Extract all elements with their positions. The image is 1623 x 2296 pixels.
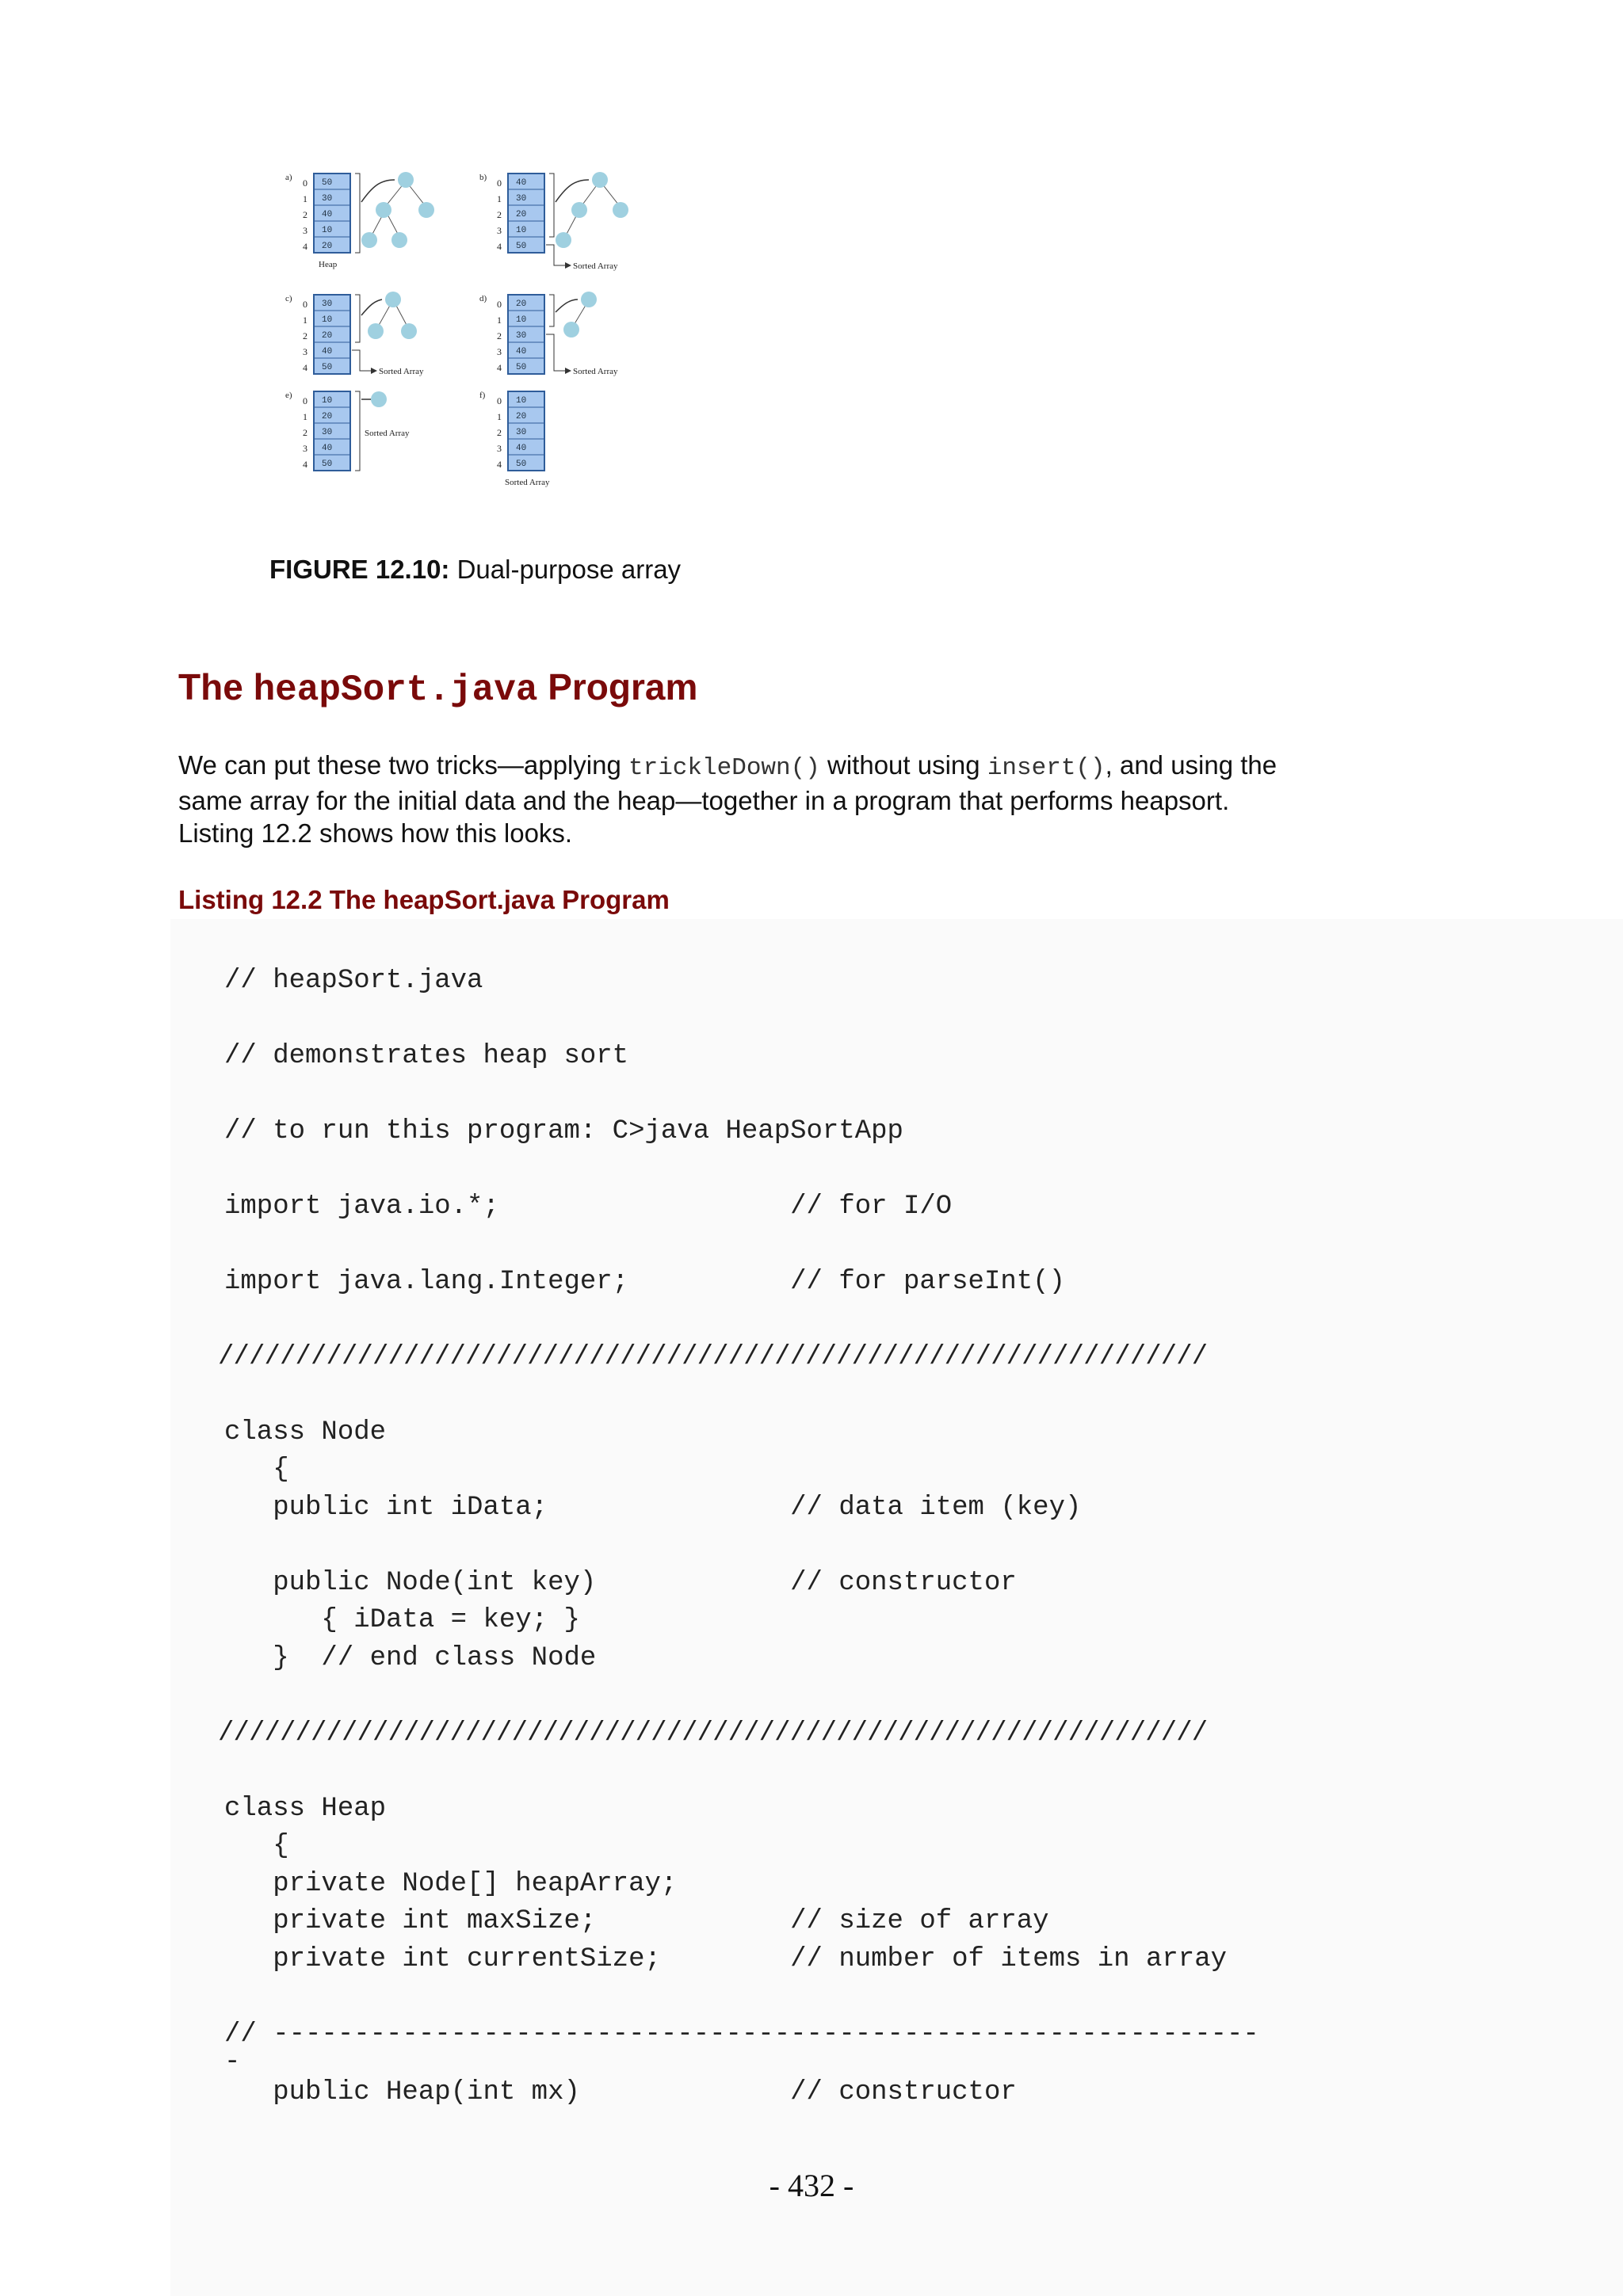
svg-text:30: 30 — [322, 428, 333, 437]
svg-text:2: 2 — [497, 209, 502, 220]
code-line: private int currentSize; // number of items in array — [224, 1944, 1228, 1974]
svg-text:1: 1 — [497, 315, 502, 326]
svg-text:50: 50 — [322, 363, 333, 372]
inline-code: insert() — [987, 754, 1106, 782]
svg-text:40: 40 — [322, 444, 333, 453]
code-line: import java.lang.Integer; // for parseInt() — [224, 1267, 1065, 1297]
svg-text:10: 10 — [516, 396, 527, 406]
body-paragraph — [178, 749, 1304, 849]
svg-text:Heap: Heap — [319, 260, 338, 269]
svg-text:20: 20 — [322, 242, 333, 251]
svg-text:2: 2 — [497, 330, 502, 341]
svg-text:1: 1 — [303, 315, 307, 326]
svg-text:50: 50 — [322, 460, 333, 469]
code-line: //////////////////////////////////////////////////////////////// — [218, 1718, 1208, 1749]
dual-purpose-array-figure — [269, 158, 666, 515]
svg-text:30: 30 — [516, 428, 527, 437]
svg-text:10: 10 — [322, 315, 333, 325]
svg-text:10: 10 — [322, 396, 333, 406]
svg-text:40: 40 — [516, 444, 527, 453]
svg-text:30: 30 — [516, 194, 527, 204]
panel-letter: a) — [285, 173, 292, 182]
code-line: public int iData; // data item (key) — [224, 1493, 1082, 1523]
code-line: { — [224, 1455, 289, 1485]
section-title — [178, 666, 697, 711]
svg-text:2: 2 — [303, 330, 307, 341]
svg-text:30: 30 — [322, 299, 333, 309]
svg-text:Sorted Array: Sorted Array — [573, 261, 618, 271]
svg-text:3: 3 — [497, 225, 502, 236]
code-line: class Node — [224, 1417, 387, 1447]
code-line: private int maxSize; // size of array — [224, 1906, 1049, 1936]
figure-caption — [269, 555, 681, 585]
code-line: // to run this program: C>java HeapSortApp — [224, 1116, 903, 1146]
svg-text:e): e) — [285, 391, 292, 400]
paragraph-text: We can put these two tricks—applying — [178, 750, 628, 780]
svg-text:0: 0 — [497, 395, 502, 406]
svg-text:3: 3 — [497, 443, 502, 454]
svg-text:10: 10 — [516, 315, 527, 325]
svg-text:Sorted Array: Sorted Array — [505, 478, 550, 487]
index-column — [497, 395, 502, 470]
code-line: public Node(int key) // constructor — [224, 1568, 1017, 1598]
svg-text:50: 50 — [516, 363, 527, 372]
svg-text:40: 40 — [516, 178, 527, 188]
svg-text:0: 0 — [303, 395, 307, 406]
svg-text:d): d) — [479, 294, 487, 303]
panel-b — [479, 172, 628, 271]
code-line: class Heap — [224, 1794, 387, 1824]
panel-d — [479, 292, 618, 376]
svg-text:20: 20 — [322, 412, 333, 421]
figure-drawing — [269, 158, 666, 515]
code-line: // ------------------------------------------------------------- — [224, 2019, 1259, 2050]
svg-text:Sorted Array: Sorted Array — [379, 367, 424, 376]
svg-text:1: 1 — [303, 411, 307, 422]
svg-text:40: 40 — [322, 210, 333, 219]
code-line: //////////////////////////////////////////////////////////////// — [218, 1342, 1208, 1372]
svg-text:50: 50 — [516, 460, 527, 469]
svg-text:20: 20 — [516, 299, 527, 309]
svg-text:0: 0 — [497, 299, 502, 310]
svg-text:30: 30 — [516, 331, 527, 341]
code-line: import java.io.*; // for I/O — [224, 1192, 953, 1222]
svg-text:c): c) — [285, 294, 292, 303]
svg-text:f): f) — [479, 391, 486, 400]
section-title-code: heapSort.java — [253, 669, 538, 711]
index-column — [497, 299, 502, 373]
paragraph-text: without using — [819, 750, 987, 780]
svg-text:2: 2 — [303, 209, 307, 220]
svg-text:b): b) — [479, 173, 487, 182]
code-line: // heapSort.java — [224, 966, 483, 996]
svg-text:3: 3 — [303, 225, 307, 236]
svg-text:20: 20 — [322, 331, 333, 341]
inline-code: trickleDown() — [628, 754, 820, 782]
figure-caption-label: FIGURE 12.10: — [269, 555, 450, 584]
svg-text:4: 4 — [303, 241, 307, 252]
section-title-prefix: The — [178, 666, 254, 707]
svg-text:0: 0 — [497, 177, 502, 189]
svg-text:40: 40 — [516, 347, 527, 357]
svg-text:4: 4 — [497, 459, 502, 470]
svg-text:2: 2 — [497, 427, 502, 438]
svg-text:3: 3 — [303, 443, 307, 454]
svg-text:40: 40 — [322, 347, 333, 357]
page-background-tint — [170, 919, 1623, 2296]
svg-text:50: 50 — [322, 178, 333, 188]
svg-text:Sorted Array: Sorted Array — [573, 367, 618, 376]
code-line: { — [224, 1831, 289, 1861]
svg-text:30: 30 — [322, 194, 333, 204]
svg-text:3: 3 — [497, 346, 502, 357]
index-column — [497, 177, 502, 252]
paragraph-text: , and using the same array for the initial data and the heap—together in a program that performs heapsort. Listing 12.2 shows how this looks. — [178, 750, 1277, 848]
svg-text:2: 2 — [303, 427, 307, 438]
svg-text:50: 50 — [516, 242, 527, 251]
panel-a — [285, 172, 434, 269]
svg-text:1: 1 — [497, 411, 502, 422]
svg-text:10: 10 — [516, 226, 527, 235]
index-column — [303, 177, 307, 252]
code-line: // demonstrates heap sort — [224, 1041, 629, 1071]
code-line: } // end class Node — [224, 1643, 597, 1673]
listing-title: Listing 12.2 The heapSort.java Program — [178, 885, 670, 914]
code-line: { iData = key; } — [224, 1605, 580, 1635]
panel-c — [285, 292, 424, 376]
index-column — [303, 395, 307, 470]
code-line: - — [224, 2047, 241, 2077]
code-line: public Heap(int mx) // constructor — [224, 2077, 1017, 2107]
svg-text:20: 20 — [516, 412, 527, 421]
svg-text:4: 4 — [303, 459, 307, 470]
panel-f — [479, 391, 550, 487]
panel-e — [285, 391, 410, 471]
code-line: private Node[] heapArray; — [224, 1869, 678, 1899]
svg-text:0: 0 — [303, 177, 307, 189]
index-column — [303, 299, 307, 373]
svg-text:Sorted Array: Sorted Array — [365, 429, 410, 438]
svg-text:1: 1 — [497, 193, 502, 204]
svg-text:1: 1 — [303, 193, 307, 204]
svg-text:4: 4 — [497, 362, 502, 373]
section-title-suffix: Program — [537, 666, 698, 707]
svg-text:20: 20 — [516, 210, 527, 219]
svg-text:4: 4 — [303, 362, 307, 373]
svg-text:4: 4 — [497, 241, 502, 252]
page-number: - 432 - — [769, 2168, 854, 2203]
svg-text:10: 10 — [322, 226, 333, 235]
figure-caption-text: Dual-purpose array — [456, 555, 682, 584]
svg-text:3: 3 — [303, 346, 307, 357]
svg-text:0: 0 — [303, 299, 307, 310]
